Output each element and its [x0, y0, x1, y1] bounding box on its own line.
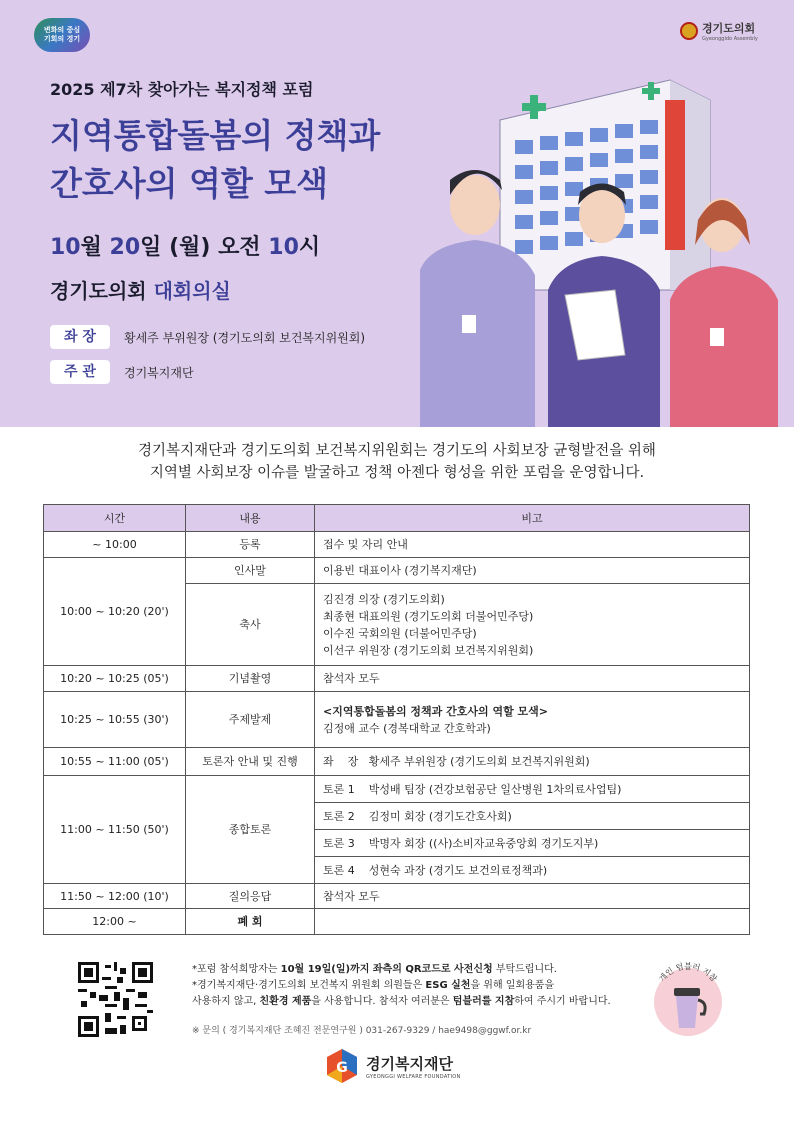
- page-title: 지역통합돌봄의 정책과 간호사의 역할 모색: [50, 116, 381, 203]
- row-content: 기념촬영: [186, 666, 315, 692]
- row-content: 주제발제: [186, 692, 315, 748]
- assembly-logo: [680, 20, 758, 42]
- notice-text: *포럼 참석희망자는 10월 19일(일)까지 좌측의 QR코드로 사전신청 부탁드립니다. *경기복지재단·경기도의회 보건복지 위원회 의원들은 ESG 실천을 위해 일회용품을 사용하지 않고, 친환경 제품을 사용합니다. 참석자 여러분은 텀블러를 지참하여 주시기 바랍니다.: [192, 964, 611, 1007]
- table-row: [44, 884, 750, 909]
- foundation-logo: [324, 1048, 461, 1084]
- row-time: 10:55 ~ 11:00 (05'): [44, 748, 186, 776]
- row-note: [315, 909, 750, 935]
- row-note: 참석자 모두: [315, 666, 750, 692]
- hero-section: [0, 0, 794, 427]
- row-content: 토론자 안내 및 진행: [186, 748, 315, 776]
- role-tag-host: 주 관: [50, 360, 110, 384]
- row-note: 이용빈 대표이사 (경기복지재단): [315, 558, 750, 584]
- header-note: 비고: [315, 505, 750, 532]
- foundation-emblem-icon: [324, 1048, 360, 1084]
- role-host: [50, 360, 194, 384]
- event-venue: 경기도의회 대회의실: [50, 279, 231, 303]
- row-content: 축사: [186, 584, 315, 666]
- row-note: 토론 4 성현숙 과장 (경기도 보건의료정책과): [315, 857, 750, 884]
- table-row: [44, 776, 750, 803]
- slogan-logo: 변화의 중심 기회의 경기: [34, 18, 90, 52]
- schedule-table: [43, 504, 750, 935]
- row-time: 11:00 ~ 11:50 (50'): [44, 776, 186, 884]
- assembly-en: Gyeonggido Assembly: [702, 36, 758, 42]
- foundation-en: GYEONGGI WELFARE FOUNDATION: [366, 1073, 461, 1080]
- row-time: ~ 10:00: [44, 532, 186, 558]
- role-chair: [50, 325, 365, 349]
- row-content: 질의응답: [186, 884, 315, 909]
- row-note: 접수 및 자리 안내: [315, 532, 750, 558]
- table-row: [44, 748, 750, 776]
- table-row: [44, 692, 750, 748]
- row-note: <지역통합돌봄의 정책과 간호사의 역할 모색> 김정애 교수 (경복대학교 간호학과): [315, 692, 750, 748]
- row-time: 12:00 ~: [44, 909, 186, 935]
- header-content: 내용: [186, 505, 315, 532]
- contact-info: ※ 문의 ( 경기복지재단 조혜진 전문연구원 ) 031-267-9329 / hae9498@ggwf.or.kr: [192, 1026, 532, 1036]
- forum-subtitle: 2025 제7차 찾아가는 복지정책 포럼: [50, 80, 314, 99]
- role-text-host: 경기복지재단: [124, 365, 194, 380]
- hospital-nurses-illustration: [420, 60, 794, 427]
- table-row: [44, 909, 750, 935]
- svg-text:G: G: [336, 1060, 348, 1076]
- row-note: 김진경 의장 (경기도의회) 최종현 대표의원 (경기도의회 더불어민주당) 이수진 국회의원 (더불어민주당) 이선구 위원장 (경기도의회 보건복지위원회): [315, 584, 750, 666]
- row-content: 종합토론: [186, 776, 315, 884]
- registration-qr-code[interactable]: [78, 962, 153, 1037]
- header-time: 시간: [44, 505, 186, 532]
- row-note: 토론 2 김정미 회장 (경기도간호사회): [315, 803, 750, 830]
- table-row: [44, 532, 750, 558]
- row-time: 11:50 ~ 12:00 (10'): [44, 884, 186, 909]
- row-note: 참석자 모두: [315, 884, 750, 909]
- row-note: 좌 장 황세주 부위원장 (경기도의회 보건복지위원회): [315, 748, 750, 776]
- intro-text: 경기복지재단과 경기도의회 보건복지위원회는 경기도의 사회보장 균형발전을 위해 지역별 사회보장 이슈를 발굴하고 정책 아젠다 형성을 위한 포럼을 운영합니다.: [138, 443, 656, 481]
- row-content: 폐 회: [186, 909, 315, 935]
- table-row: [44, 558, 750, 584]
- tumbler-icon: [652, 958, 724, 1038]
- assembly-name: 경기도의회: [702, 22, 756, 35]
- assembly-seal-icon: [680, 22, 698, 40]
- role-tag-chair: 좌 장: [50, 325, 110, 349]
- role-text-chair: 황세주 부위원장 (경기도의회 보건복지위원회): [124, 330, 366, 345]
- row-time: 10:20 ~ 10:25 (05'): [44, 666, 186, 692]
- svg-text:개인 텀블러 지참: 개인 텀블러 지참: [657, 961, 719, 984]
- row-note: 토론 1 박성배 팀장 (건강보험공단 일산병원 1차의료사업팀): [315, 776, 750, 803]
- event-date: 10월 20일 (월) 오전 10시: [50, 235, 321, 260]
- row-time: 10:00 ~ 10:20 (20'): [44, 558, 186, 666]
- table-row: [44, 666, 750, 692]
- foundation-name: 경기복지재단: [366, 1054, 453, 1073]
- row-content: 인사말: [186, 558, 315, 584]
- row-content: 등록: [186, 532, 315, 558]
- row-note: 토론 3 박명자 회장 ((사)소비자교육중앙회 경기도지부): [315, 830, 750, 857]
- row-time: 10:25 ~ 10:55 (30'): [44, 692, 186, 748]
- table-header-row: [44, 505, 750, 532]
